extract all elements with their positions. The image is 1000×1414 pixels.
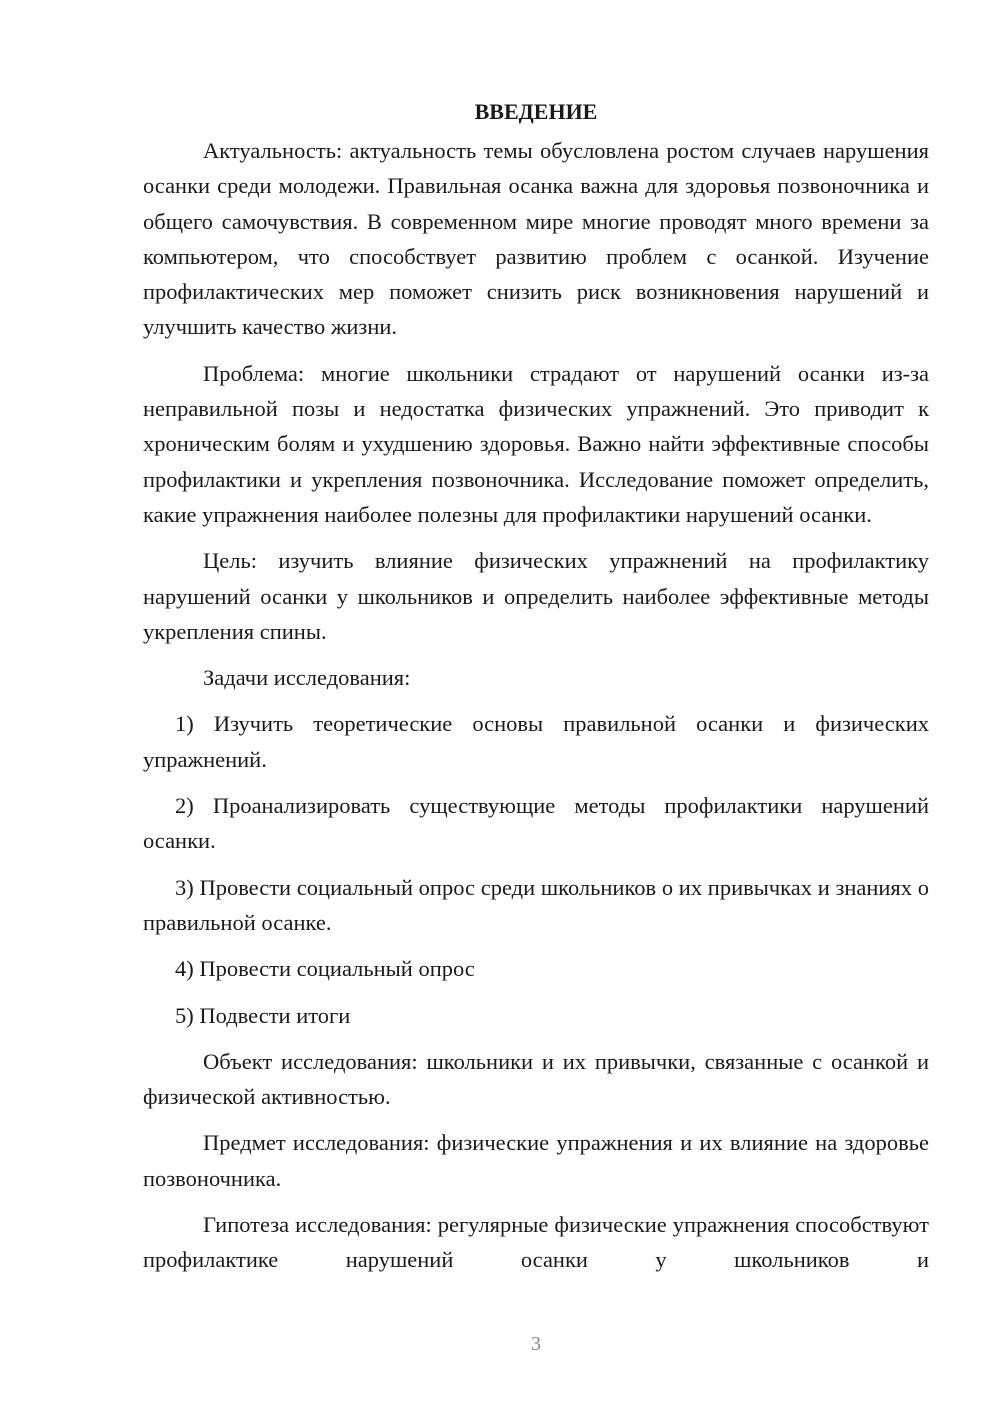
tasks-title: Задачи исследования: (203, 665, 411, 691)
section-heading: ВВЕДЕНИЕ (474, 99, 598, 124)
page-number: 3 (531, 1333, 541, 1355)
problem-paragraph: Проблема: многие школьники страдают от нарушений осанки из-за неправильной позы и недостатка физических упражнений. Это приводит к хроническим болям и ухудшению здоровья. Важно найти эффективные способы профилактики и укрепления позвоночника. Исследование поможет определить, какие упражнения наиболее полезны для профилактики нарушений осанки. (143, 360, 929, 527)
hypothesis-paragraph: Гипотеза исследования: регулярные физические упражнения способствуют профилактике нарушений осанки у школьников и (143, 1212, 929, 1273)
task-item-5: 5) Подвести итоги (175, 1002, 351, 1028)
task-item-1: 1) Изучить теоретические основы правильной осанки и физических упражнений. (143, 711, 929, 772)
subject-paragraph: Предмет исследования: физические упражнения и их влияние на здоровье позвоночника. (143, 1130, 929, 1191)
relevance-paragraph: Актуальность: актуальность темы обусловлена ростом случаев нарушения осанки среди молодежи. Правильная осанка важна для здоровья позвоночника и общего самочувствия. В современном мире многие проводят много времени за компьютером, что способствует развитию проблем с осанкой. Изучение профилактических мер поможет снизить риск возникновения нарушений и улучшить качество жизни. (143, 138, 929, 340)
object-paragraph: Объект исследования: школьники и их привычки, связанные с осанкой и физической активностью. (143, 1048, 929, 1110)
task-item-4: 4) Провести социальный опрос (175, 956, 475, 982)
page-content (143, 94, 929, 1289)
task-item-2: 2) Проанализировать существующие методы профилактики нарушений осанки. (143, 793, 929, 854)
goal-paragraph: Цель: изучить влияние физических упражнений на профилактику нарушений осанки у школьников и определить наиболее эффективные методы укрепления спины. (143, 548, 929, 644)
task-item-3: 3) Провести социальный опрос среди школьников о их привычках и знаниях о правильной осанке. (143, 874, 929, 935)
